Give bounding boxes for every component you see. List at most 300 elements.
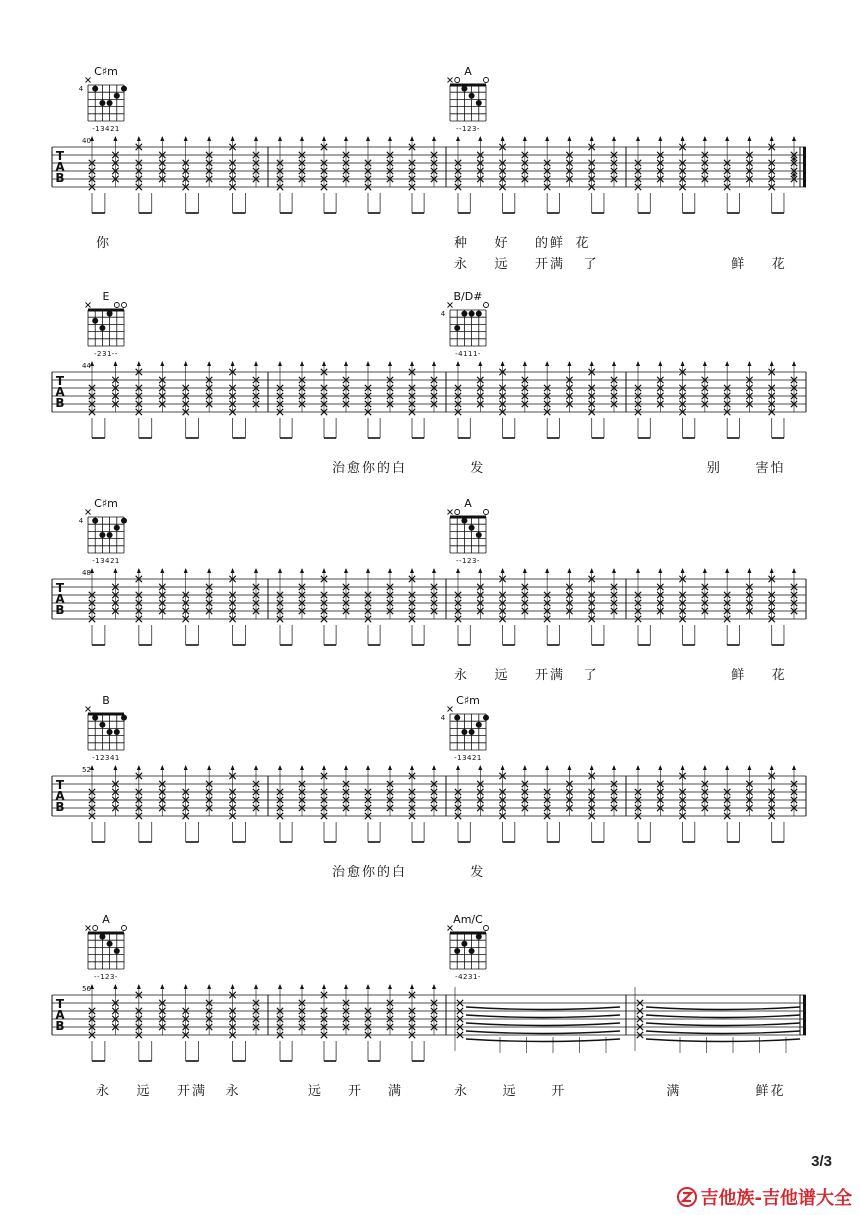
chord-diagram-2-0 [79,497,127,565]
strum-arrow [523,136,527,141]
strum-arrow [254,361,258,366]
brand-text: 吉他族-吉他谱大全 [700,1188,852,1209]
strum-arrow [113,136,117,141]
chord-fingering: -13421 [92,557,120,565]
tie-arc [646,1007,800,1010]
tab-system-1 [52,361,806,476]
lyric-syllable: 永 [454,668,470,683]
chord-open-mark [114,303,119,308]
strum-arrow [703,361,707,366]
strum-arrow [432,361,436,366]
chord-open-mark [484,303,489,308]
strum-arrow [344,361,348,366]
lyric-syllable: 害怕 [755,461,786,476]
chord-finger-dot [114,93,120,99]
strum-arrow [254,984,258,989]
chord-name: B [102,694,110,707]
tab-clef-letter: T [55,997,65,1011]
lyric-syllable: 永 [454,257,470,272]
chord-finger-dot [107,941,113,947]
chord-mute-mark [86,926,91,931]
brand-watermark [677,1184,852,1210]
strum-arrow [590,765,594,770]
tie-arc [646,1015,800,1018]
strum-arrow [160,136,164,141]
strum-arrow [231,136,235,141]
strum-arrow [456,568,460,573]
strum-arrow [567,765,571,770]
strum-arrow [322,984,326,989]
strum-arrow [681,136,685,141]
chord-fingering: -12341 [92,754,120,762]
chord-finger-dot [469,311,475,317]
strum-arrow [523,361,527,366]
chord-open-mark [484,926,489,931]
chord-finger-dot [99,100,105,106]
chord-mute-mark [448,303,453,308]
chord-fingering: -13421 [92,125,120,133]
strum-arrow [523,765,527,770]
chord-name: C♯m [94,65,118,78]
strum-arrow [278,984,282,989]
strum-arrow [636,136,640,141]
strum-arrow [770,765,774,770]
strum-arrow [160,765,164,770]
strum-arrow [703,568,707,573]
tie-arc [466,1039,620,1042]
strum-arrow [231,765,235,770]
strum-arrow [113,984,117,989]
chord-finger-dot [461,311,467,317]
strum-arrow [231,361,235,366]
strum-arrow [160,984,164,989]
chord-finger-dot [454,948,460,954]
chord-finger-dot [121,86,127,92]
lyric-syllable: 别 [706,461,722,476]
strum-arrow [344,765,348,770]
chord-finger-dot [107,311,113,317]
strum-arrow [545,361,549,366]
chord-finger-dot [92,318,98,324]
chord-finger-dot [121,518,127,524]
strum-arrow [792,136,796,141]
strum-arrow [747,136,751,141]
page-number: 3/3 [811,1153,832,1170]
chord-finger-dot [107,100,113,106]
strum-arrow [184,568,188,573]
strum-arrow [456,361,460,366]
lyric-syllable: 好 [494,236,510,251]
lyric-syllable: 发 [470,461,486,476]
strum-arrow [590,568,594,573]
strum-arrow [388,568,392,573]
strum-arrow [501,361,505,366]
lyric-syllable: 开满 [535,668,566,683]
tab-clef-letter: A [55,1008,65,1022]
lyric-syllable: 开满 [177,1084,208,1099]
lyric-syllable: 满 [666,1084,682,1099]
chord-mute-mark [86,78,91,83]
strum-arrow [770,568,774,573]
strum-arrow [658,136,662,141]
tab-clef-letter: B [55,396,65,410]
strum-arrow [322,136,326,141]
chord-open-mark [484,510,489,515]
chord-finger-dot [461,941,467,947]
tie-arc [466,1007,620,1010]
strum-arrow [366,984,370,989]
strum-arrow [278,136,282,141]
strum-arrow [432,568,436,573]
chord-diagram-0-1 [448,65,489,133]
strum-arrow [388,765,392,770]
strum-arrow [590,361,594,366]
strum-arrow [366,765,370,770]
chord-finger-dot [476,934,482,940]
guitar-site-logo-icon [677,1187,697,1207]
lyric-syllable: 花 [771,257,787,272]
chord-diagram-0-0 [79,65,127,133]
lyric-syllable: 鲜 [731,257,747,272]
chord-finger-dot [114,525,120,531]
strum-arrow [137,361,141,366]
tab-clef-letter: T [55,374,65,388]
lyric-syllable: 远 [308,1084,324,1099]
chord-finger-dot [99,532,105,538]
lyric-syllable: 治愈你的白 [332,461,408,476]
lyric-syllable: 远 [502,1084,518,1099]
strum-arrow [545,765,549,770]
strum-arrow [207,765,211,770]
chord-finger-dot [476,100,482,106]
chord-diagram-1-0 [86,290,127,358]
strum-arrow [231,984,235,989]
strum-arrow [278,568,282,573]
lyric-syllable: 发 [470,865,486,880]
measure-number: 44 [82,362,91,370]
strum-arrow [113,765,117,770]
tab-clef-letter: T [55,149,65,163]
strum-arrow [410,984,414,989]
chord-base-fret: 4 [78,85,84,94]
strum-arrow [300,765,304,770]
strum-arrow [322,765,326,770]
chord-finger-dot [114,948,120,954]
tab-system-3 [52,765,806,880]
barline-thick [803,995,806,1035]
strum-arrow [231,568,235,573]
chord-finger-dot [107,729,113,735]
strum-arrow [567,568,571,573]
chord-name: C♯m [94,497,118,510]
chord-base-fret: 4 [78,517,84,526]
tab-clef-letter: A [55,592,65,606]
strum-arrow [770,136,774,141]
tie-arc [646,1039,800,1042]
chord-finger-dot [92,518,98,524]
tab-clef-letter: B [55,603,65,617]
chord-mute-mark [86,303,91,308]
strum-arrow [344,136,348,141]
chord-finger-dot [121,715,127,721]
chord-mute-mark [448,78,453,83]
strum-arrow [747,765,751,770]
chord-fingering: -4111- [455,350,481,358]
chord-name: A [464,497,472,510]
strum-arrow [410,765,414,770]
strum-arrow [567,361,571,366]
strum-arrow [184,361,188,366]
tab-clef-letter: A [55,160,65,174]
strum-arrow [545,568,549,573]
strum-arrow [747,568,751,573]
lyric-syllable: 治愈你的白 [332,865,408,880]
measure-number: 48 [82,569,91,577]
lyric-syllable: 花 [575,236,591,251]
strum-arrow [725,765,729,770]
strum-arrow [344,984,348,989]
strum-arrow [681,361,685,366]
chord-open-mark [484,78,489,83]
chord-fingering: --123- [456,125,480,133]
strum-arrow [658,765,662,770]
strum-arrow [681,568,685,573]
lyric-syllable: 远 [494,668,510,683]
chord-name: E [102,290,110,303]
chord-mute-mark [448,510,453,515]
strum-arrow [747,361,751,366]
chord-open-mark [93,926,98,931]
lyric-syllable: 永 [454,1084,470,1099]
strum-arrow [725,568,729,573]
tab-system-4 [52,984,806,1099]
strum-arrow [612,765,616,770]
tie-arc [646,1023,800,1026]
strum-arrow [137,984,141,989]
barline-thick [803,147,806,187]
chord-finger-dot [461,86,467,92]
chord-name: C♯m [456,694,480,707]
tie-arc [466,1031,620,1034]
strum-arrow [254,136,258,141]
lyric-syllable: 开 [551,1084,567,1099]
strum-arrow [432,765,436,770]
chord-base-fret: 4 [440,310,446,319]
tab-system-0 [52,136,806,272]
lyric-syllable: 开满 [535,257,566,272]
strum-arrow [184,984,188,989]
strum-arrow [612,361,616,366]
chord-fingering: -4231- [455,973,481,981]
strum-arrow [658,568,662,573]
chord-diagram-3-0 [86,694,128,762]
chord-fingering: --123- [456,557,480,565]
chord-finger-dot [483,715,489,721]
strum-arrow [254,765,258,770]
chord-finger-dot [476,311,482,317]
lyric-syllable: 了 [583,257,599,272]
chord-finger-dot [469,729,475,735]
chord-open-mark [455,78,460,83]
strum-arrow [792,765,796,770]
strum-arrow [388,984,392,989]
strum-arrow [254,568,258,573]
measure-number: 56 [82,985,91,993]
strum-arrow [160,568,164,573]
strum-arrow [681,765,685,770]
tab-clef-letter: B [55,800,65,814]
chord-fingering: -13421 [454,754,482,762]
strum-arrow [792,361,796,366]
chord-finger-dot [476,532,482,538]
chord-fingering: -231-- [94,350,118,358]
lyric-syllable: 满 [388,1084,404,1099]
chord-mute-mark [448,926,453,931]
chord-finger-dot [454,715,460,721]
strum-arrow [137,568,141,573]
chord-finger-dot [107,532,113,538]
chord-diagram-4-1 [448,913,489,981]
chord-mute-mark [86,707,91,712]
chord-mute-mark [448,707,453,712]
chord-finger-dot [114,729,120,735]
lyric-syllable: 永 [96,1084,112,1099]
chord-finger-dot [476,722,482,728]
strum-arrow [137,136,141,141]
strum-arrow [501,765,505,770]
lyric-syllable: 鲜 [731,668,747,683]
strum-arrow [590,136,594,141]
chord-open-mark [122,926,127,931]
chord-finger-dot [92,715,98,721]
tie-arc [466,1015,620,1018]
strum-arrow [300,568,304,573]
lyric-syllable: 鲜花 [755,1084,786,1099]
chord-open-mark [455,510,460,515]
strum-arrow [322,361,326,366]
strum-arrow [456,765,460,770]
lyric-syllable: 你 [96,236,112,251]
chord-base-fret: 4 [440,714,446,723]
strum-arrow [703,136,707,141]
strum-arrow [725,136,729,141]
chord-finger-dot [99,325,105,331]
lyric-syllable: 永 [225,1084,241,1099]
measure-number: 40 [82,137,91,145]
strum-arrow [184,136,188,141]
strum-arrow [545,136,549,141]
lyric-syllable: 花 [771,668,787,683]
strum-arrow [388,136,392,141]
strum-arrow [501,568,505,573]
tab-clef-letter: A [55,789,65,803]
strum-arrow [137,765,141,770]
strum-arrow [410,361,414,366]
lyric-syllable: 了 [583,668,599,683]
chord-name: A [464,65,472,78]
tab-clef-letter: T [55,778,65,792]
strum-arrow [432,984,436,989]
strum-arrow [113,568,117,573]
chord-fingering: --123- [94,973,118,981]
lyric-syllable: 远 [494,257,510,272]
tie-arc [646,1031,800,1034]
strum-arrow [410,136,414,141]
strum-arrow [478,136,482,141]
chord-finger-dot [461,518,467,524]
tab-system-2 [52,568,806,683]
strum-arrow [160,361,164,366]
strum-arrow [410,568,414,573]
chord-finger-dot [454,325,460,331]
lyric-syllable: 的鲜 [535,236,566,251]
strum-arrow [300,984,304,989]
chord-finger-dot [461,729,467,735]
strum-arrow [567,136,571,141]
strum-arrow [612,136,616,141]
chord-finger-dot [469,525,475,531]
strum-arrow [366,136,370,141]
tab-clef-letter: B [55,1019,65,1033]
strum-arrow [501,136,505,141]
chord-name: Am/C [453,913,483,926]
tab-clef-letter: T [55,581,65,595]
chord-finger-dot [469,948,475,954]
strum-arrow [184,765,188,770]
strum-arrow [612,568,616,573]
strum-arrow [322,568,326,573]
strum-arrow [456,136,460,141]
strum-arrow [300,361,304,366]
chord-finger-dot [99,722,105,728]
strum-arrow [366,568,370,573]
strum-arrow [725,361,729,366]
strum-arrow [388,361,392,366]
strum-arrow [207,568,211,573]
chord-diagram-1-1 [441,290,489,358]
chord-finger-dot [92,86,98,92]
chord-diagram-3-1 [441,694,489,762]
strum-arrow [523,568,527,573]
chord-finger-dot [99,934,105,940]
strum-arrow [478,765,482,770]
chord-finger-dot [469,93,475,99]
chord-open-mark [122,303,127,308]
tie-arc [466,1023,620,1026]
strum-arrow [207,136,211,141]
chord-mute-mark [86,510,91,515]
strum-arrow [478,361,482,366]
strum-arrow [278,361,282,366]
strum-arrow [300,136,304,141]
strum-arrow [636,568,640,573]
strum-arrow [478,568,482,573]
strum-arrow [703,765,707,770]
strum-arrow [636,361,640,366]
strum-arrow [366,361,370,366]
chord-name: B/D# [453,290,483,303]
strum-arrow [636,765,640,770]
chord-diagram-2-1 [448,497,489,565]
strum-arrow [207,984,211,989]
strum-arrow [432,136,436,141]
chord-diagram-4-0 [86,913,127,981]
lyric-syllable: 种 [454,236,470,251]
chord-name: A [102,913,110,926]
strum-arrow [113,361,117,366]
lyric-syllable: 远 [136,1084,152,1099]
strum-arrow [207,361,211,366]
